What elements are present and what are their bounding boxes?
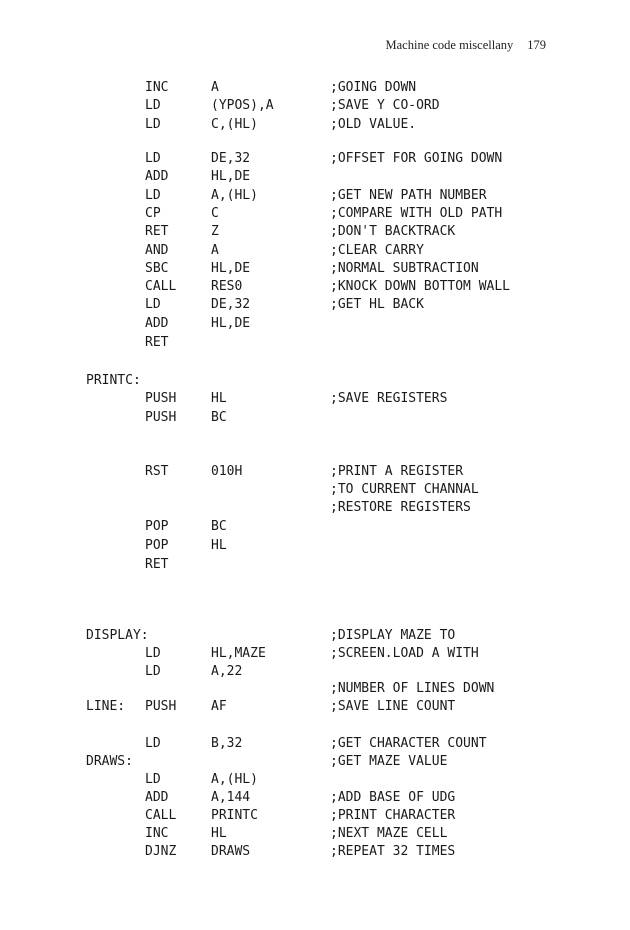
code-operand: HL <box>211 826 227 841</box>
code-operand: A <box>211 243 219 258</box>
code-opcode: POP <box>145 538 169 553</box>
code-comment: ;DON'T BACKTRACK <box>330 224 456 239</box>
code-opcode: ADD <box>145 316 169 331</box>
code-opcode: RET <box>145 224 169 239</box>
code-operand: HL,DE <box>211 316 251 331</box>
code-comment: ;OFFSET FOR GOING DOWN <box>330 151 503 166</box>
code-label: PRINTC: <box>86 373 141 388</box>
code-comment: ;SAVE REGISTERS <box>330 391 448 406</box>
code-opcode: LD <box>145 151 161 166</box>
code-opcode: LD <box>145 772 161 787</box>
code-operand: HL,DE <box>211 261 251 276</box>
code-comment: ;NORMAL SUBTRACTION <box>330 261 479 276</box>
code-operand: 010H <box>211 464 243 479</box>
code-label: DRAWS: <box>86 754 133 769</box>
code-operand: HL,DE <box>211 169 251 184</box>
code-comment: ;GET CHARACTER COUNT <box>330 736 487 751</box>
code-opcode: DJNZ <box>145 844 177 859</box>
code-opcode: ADD <box>145 790 169 805</box>
running-header <box>386 38 546 53</box>
code-comment: ;NEXT MAZE CELL <box>330 826 448 841</box>
code-comment: ;PRINT CHARACTER <box>330 808 456 823</box>
code-label: DISPLAY: <box>86 628 149 643</box>
code-opcode: CP <box>145 206 161 221</box>
code-comment: ;DISPLAY MAZE TO <box>330 628 456 643</box>
code-operand: A,22 <box>211 664 243 679</box>
code-operand: PRINTC <box>211 808 258 823</box>
code-comment: ;TO CURRENT CHANNAL <box>330 482 479 497</box>
code-comment: ;SAVE Y CO-ORD <box>330 98 440 113</box>
code-comment: ;OLD VALUE. <box>330 117 417 132</box>
code-opcode: RET <box>145 335 169 350</box>
code-opcode: POP <box>145 519 169 534</box>
code-comment: ;GET HL BACK <box>330 297 424 312</box>
code-comment: ;COMPARE WITH OLD PATH <box>330 206 503 221</box>
code-operand: DE,32 <box>211 297 251 312</box>
code-operand: A,(HL) <box>211 772 258 787</box>
code-opcode: CALL <box>145 279 177 294</box>
code-opcode: PUSH <box>145 410 177 425</box>
code-operand: (YPOS),A <box>211 98 274 113</box>
code-opcode: LD <box>145 297 161 312</box>
code-operand: Z <box>211 224 219 239</box>
code-comment: ;GET MAZE VALUE <box>330 754 448 769</box>
code-operand: HL,MAZE <box>211 646 266 661</box>
code-operand: A,(HL) <box>211 188 258 203</box>
code-operand: RES0 <box>211 279 243 294</box>
code-operand: BC <box>211 410 227 425</box>
code-operand: HL <box>211 391 227 406</box>
code-comment: ;SCREEN.LOAD A WITH <box>330 646 479 661</box>
code-operand: C,(HL) <box>211 117 258 132</box>
code-operand: A <box>211 80 219 95</box>
page-number: 179 <box>527 38 546 52</box>
code-label: LINE: <box>86 699 126 714</box>
code-operand: HL <box>211 538 227 553</box>
code-operand: B,32 <box>211 736 243 751</box>
code-opcode: LD <box>145 117 161 132</box>
code-comment: ;GOING DOWN <box>330 80 417 95</box>
code-opcode: RST <box>145 464 169 479</box>
code-opcode: LD <box>145 664 161 679</box>
code-opcode: LD <box>145 98 161 113</box>
code-opcode: PUSH <box>145 699 177 714</box>
code-opcode: LD <box>145 188 161 203</box>
code-opcode: INC <box>145 80 169 95</box>
code-comment: ;NUMBER OF LINES DOWN <box>330 681 495 696</box>
code-comment: ;KNOCK DOWN BOTTOM WALL <box>330 279 511 294</box>
code-comment: ;GET NEW PATH NUMBER <box>330 188 487 203</box>
code-comment: ;RESTORE REGISTERS <box>330 500 471 515</box>
code-operand: A,144 <box>211 790 251 805</box>
code-comment: ;ADD BASE OF UDG <box>330 790 456 805</box>
code-comment: ;REPEAT 32 TIMES <box>330 844 456 859</box>
code-opcode: CALL <box>145 808 177 823</box>
code-opcode: AND <box>145 243 169 258</box>
code-operand: BC <box>211 519 227 534</box>
code-operand: DRAWS <box>211 844 251 859</box>
code-comment: ;SAVE LINE COUNT <box>330 699 456 714</box>
code-operand: DE,32 <box>211 151 251 166</box>
code-opcode: ADD <box>145 169 169 184</box>
code-opcode: INC <box>145 826 169 841</box>
code-comment: ;PRINT A REGISTER <box>330 464 464 479</box>
code-opcode: LD <box>145 646 161 661</box>
code-opcode: RET <box>145 557 169 572</box>
header-title: Machine code miscellany <box>385 38 514 52</box>
code-opcode: PUSH <box>145 391 177 406</box>
code-opcode: SBC <box>145 261 169 276</box>
code-opcode: LD <box>145 736 161 751</box>
code-operand: C <box>211 206 219 221</box>
code-comment: ;CLEAR CARRY <box>330 243 424 258</box>
code-operand: AF <box>211 699 227 714</box>
